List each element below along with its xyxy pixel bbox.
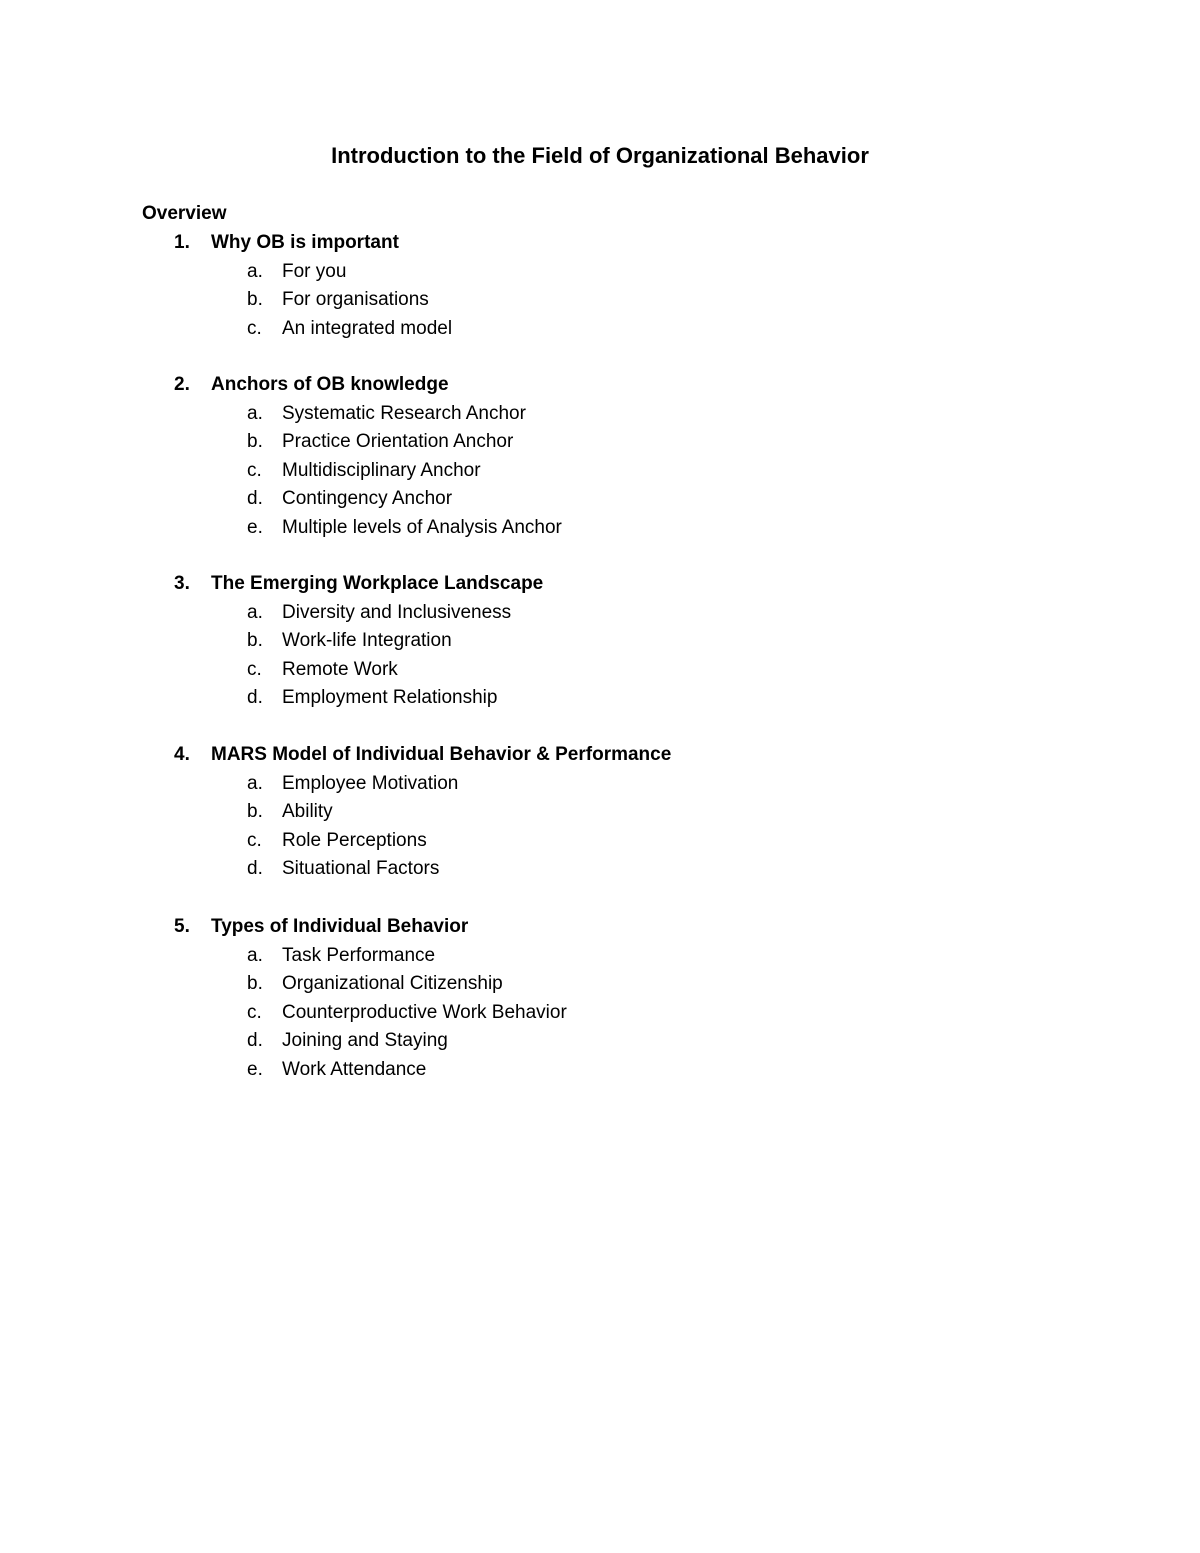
outline-sub-item: [0, 627, 1200, 655]
sub-item-text: Employment Relationship: [282, 687, 498, 708]
section-heading: [0, 371, 1200, 399]
page-title: Introduction to the Field of Organizational Behavior: [331, 143, 869, 168]
sub-item-text: Situational Factors: [282, 858, 440, 879]
sub-item-text: Practice Orientation Anchor: [282, 431, 514, 452]
sub-item-text: Employee Motivation: [282, 773, 459, 794]
sub-item-letter: e.: [247, 1059, 263, 1080]
sub-item-letter: b.: [247, 289, 263, 310]
sub-item-text: Remote Work: [282, 659, 398, 680]
section-number: 1.: [174, 232, 190, 253]
outline-sub-item: [0, 286, 1200, 314]
outline-sub-item: [0, 400, 1200, 428]
sub-item-letter: c.: [247, 659, 262, 680]
outline-sub-item: [0, 999, 1200, 1027]
sub-item-text: Counterproductive Work Behavior: [282, 1002, 567, 1023]
section-heading: [0, 741, 1200, 769]
section-number: 3.: [174, 573, 190, 594]
overview-heading: Overview: [142, 203, 227, 224]
section-heading: [0, 570, 1200, 598]
outline-sub-item: [0, 798, 1200, 826]
sub-item-letter: c.: [247, 830, 262, 851]
sub-item-letter: c.: [247, 1002, 262, 1023]
outline-sub-item: [0, 428, 1200, 456]
sub-item-text: Ability: [282, 801, 333, 822]
outline-sub-item: [0, 258, 1200, 286]
section-heading-text: Types of Individual Behavior: [211, 916, 469, 937]
outline-sub-item: [0, 770, 1200, 798]
sub-item-letter: d.: [247, 858, 263, 879]
sub-item-text: For organisations: [282, 289, 429, 310]
outline-sub-item: [0, 942, 1200, 970]
sub-item-text: Contingency Anchor: [282, 488, 453, 509]
sub-item-text: An integrated model: [282, 318, 453, 339]
outline-sub-item: [0, 827, 1200, 855]
sub-item-letter: b.: [247, 973, 263, 994]
sub-item-letter: d.: [247, 1030, 263, 1051]
outline-sub-item: [0, 656, 1200, 684]
sub-item-text: Diversity and Inclusiveness: [282, 602, 512, 623]
sub-item-text: Systematic Research Anchor: [282, 403, 526, 424]
outline-sub-item: [0, 485, 1200, 513]
sub-item-text: Work-life Integration: [282, 630, 452, 651]
section-number: 4.: [174, 744, 190, 765]
sub-item-letter: d.: [247, 488, 263, 509]
sub-item-text: Work Attendance: [282, 1059, 427, 1080]
section-number: 2.: [174, 374, 190, 395]
outline-sub-item: [0, 514, 1200, 542]
sub-item-text: Joining and Staying: [282, 1030, 448, 1051]
sub-item-text: Task Performance: [282, 945, 436, 966]
sub-item-letter: b.: [247, 630, 263, 651]
sub-item-letter: c.: [247, 460, 262, 481]
section-number: 5.: [174, 916, 190, 937]
outline-sub-item: [0, 684, 1200, 712]
outline-sub-item: [0, 855, 1200, 883]
sub-item-letter: b.: [247, 431, 263, 452]
section-heading: [0, 913, 1200, 941]
outline-sub-item: [0, 315, 1200, 343]
sub-item-letter: a.: [247, 602, 263, 623]
sub-item-text: Multidisciplinary Anchor: [282, 460, 481, 481]
outline-sub-item: [0, 1027, 1200, 1055]
sub-item-letter: a.: [247, 261, 263, 282]
outline-sub-item: [0, 457, 1200, 485]
section-heading: [0, 229, 1200, 257]
section-heading-text: The Emerging Workplace Landscape: [211, 573, 544, 594]
sub-item-letter: a.: [247, 403, 263, 424]
section-heading-text: MARS Model of Individual Behavior & Performance: [211, 744, 672, 765]
outline-sub-item: [0, 1056, 1200, 1084]
section-heading-text: Why OB is important: [211, 232, 399, 253]
sub-item-letter: a.: [247, 945, 263, 966]
sub-item-letter: a.: [247, 773, 263, 794]
outline-sub-item: [0, 970, 1200, 998]
sub-item-letter: d.: [247, 687, 263, 708]
sub-item-letter: e.: [247, 517, 263, 538]
sub-item-text: Multiple levels of Analysis Anchor: [282, 517, 562, 538]
sub-item-text: Organizational Citizenship: [282, 973, 503, 994]
sub-item-letter: b.: [247, 801, 263, 822]
sub-item-text: Role Perceptions: [282, 830, 427, 851]
outline-sub-item: [0, 599, 1200, 627]
sub-item-letter: c.: [247, 318, 262, 339]
sub-item-text: For you: [282, 261, 347, 282]
section-heading-text: Anchors of OB knowledge: [211, 374, 449, 395]
